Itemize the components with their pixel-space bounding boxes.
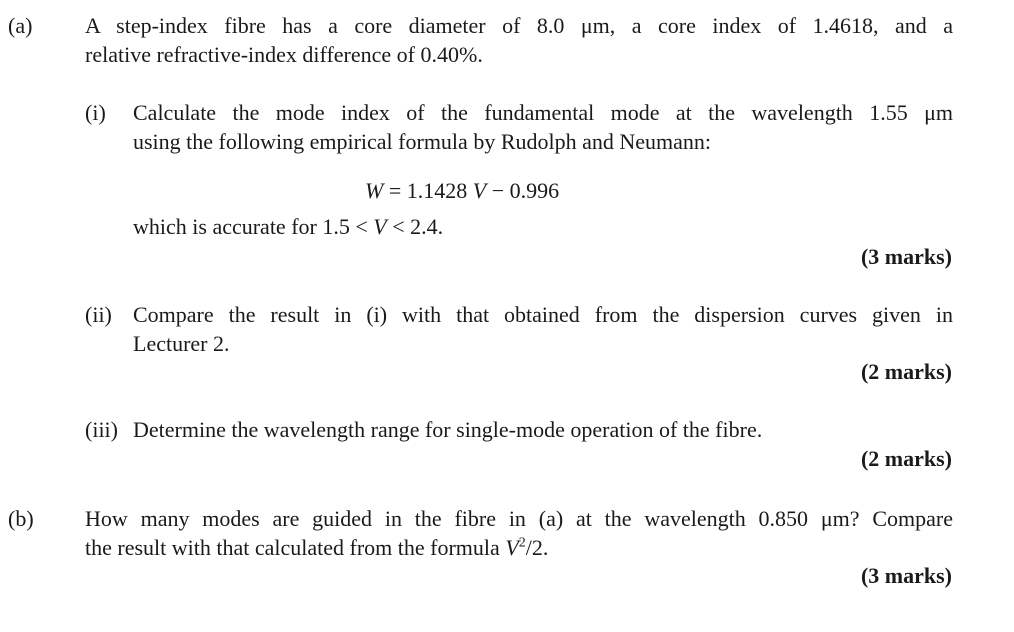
validity-v: V xyxy=(373,214,387,239)
part-b-line2-end: /2. xyxy=(525,535,549,560)
part-b-text xyxy=(85,504,953,562)
question-iii-marks: (2 marks) xyxy=(860,446,952,471)
part-b-v: V xyxy=(505,535,519,560)
part-b-exponent: 2 xyxy=(518,535,526,551)
formula-coefficient: = 1.1428 xyxy=(383,178,473,203)
question-ii-label: (ii) xyxy=(85,302,112,327)
question-iii-label: (iii) xyxy=(85,417,118,442)
part-a-label: (a) xyxy=(8,13,33,38)
question-ii-text xyxy=(133,300,953,358)
validity-end: < 2.4. xyxy=(386,214,444,239)
question-i-label: (i) xyxy=(85,100,106,125)
part-b-line1: How many modes are guided in the fibre in (a) at the wavelength 0.850 μm? Compare xyxy=(85,506,953,531)
part-b-label: (b) xyxy=(8,506,34,531)
part-b-line2 xyxy=(85,535,548,560)
rudolph-neumann-formula xyxy=(365,176,559,205)
formula-v: V xyxy=(472,178,487,203)
part-a-intro xyxy=(85,11,953,69)
validity-text: which is accurate for 1.5 < xyxy=(133,214,374,239)
question-i-text xyxy=(133,98,953,156)
question-iii-text: Determine the wavelength range for single-mode operation of the fibre. xyxy=(133,417,763,442)
part-a-intro-line1: A step-index fibre has a core diameter of 8.0 μm, a core index of 1.4618, and a xyxy=(85,13,953,38)
question-i-line1: Calculate the mode index of the fundamental mode at the wavelength 1.55 μm xyxy=(133,100,953,125)
formula-constant: − 0.996 xyxy=(486,178,560,203)
question-ii-line2: Lecturer 2. xyxy=(133,331,230,356)
question-ii-line1: Compare the result in (i) with that obtained from the dispersion curves given in xyxy=(133,302,953,327)
formula-validity xyxy=(133,212,443,241)
question-i-line2: using the following empirical formula by Rudolph and Neumann: xyxy=(133,129,712,154)
part-a-intro-line2: relative refractive-index difference of 0.40%. xyxy=(85,42,483,67)
question-i-marks: (3 marks) xyxy=(860,244,952,269)
part-b-marks: (3 marks) xyxy=(860,563,952,588)
formula-w: W xyxy=(365,178,384,203)
question-ii-marks: (2 marks) xyxy=(860,359,952,384)
part-b-line2-start: the result with that calculated from the formula xyxy=(85,535,506,560)
